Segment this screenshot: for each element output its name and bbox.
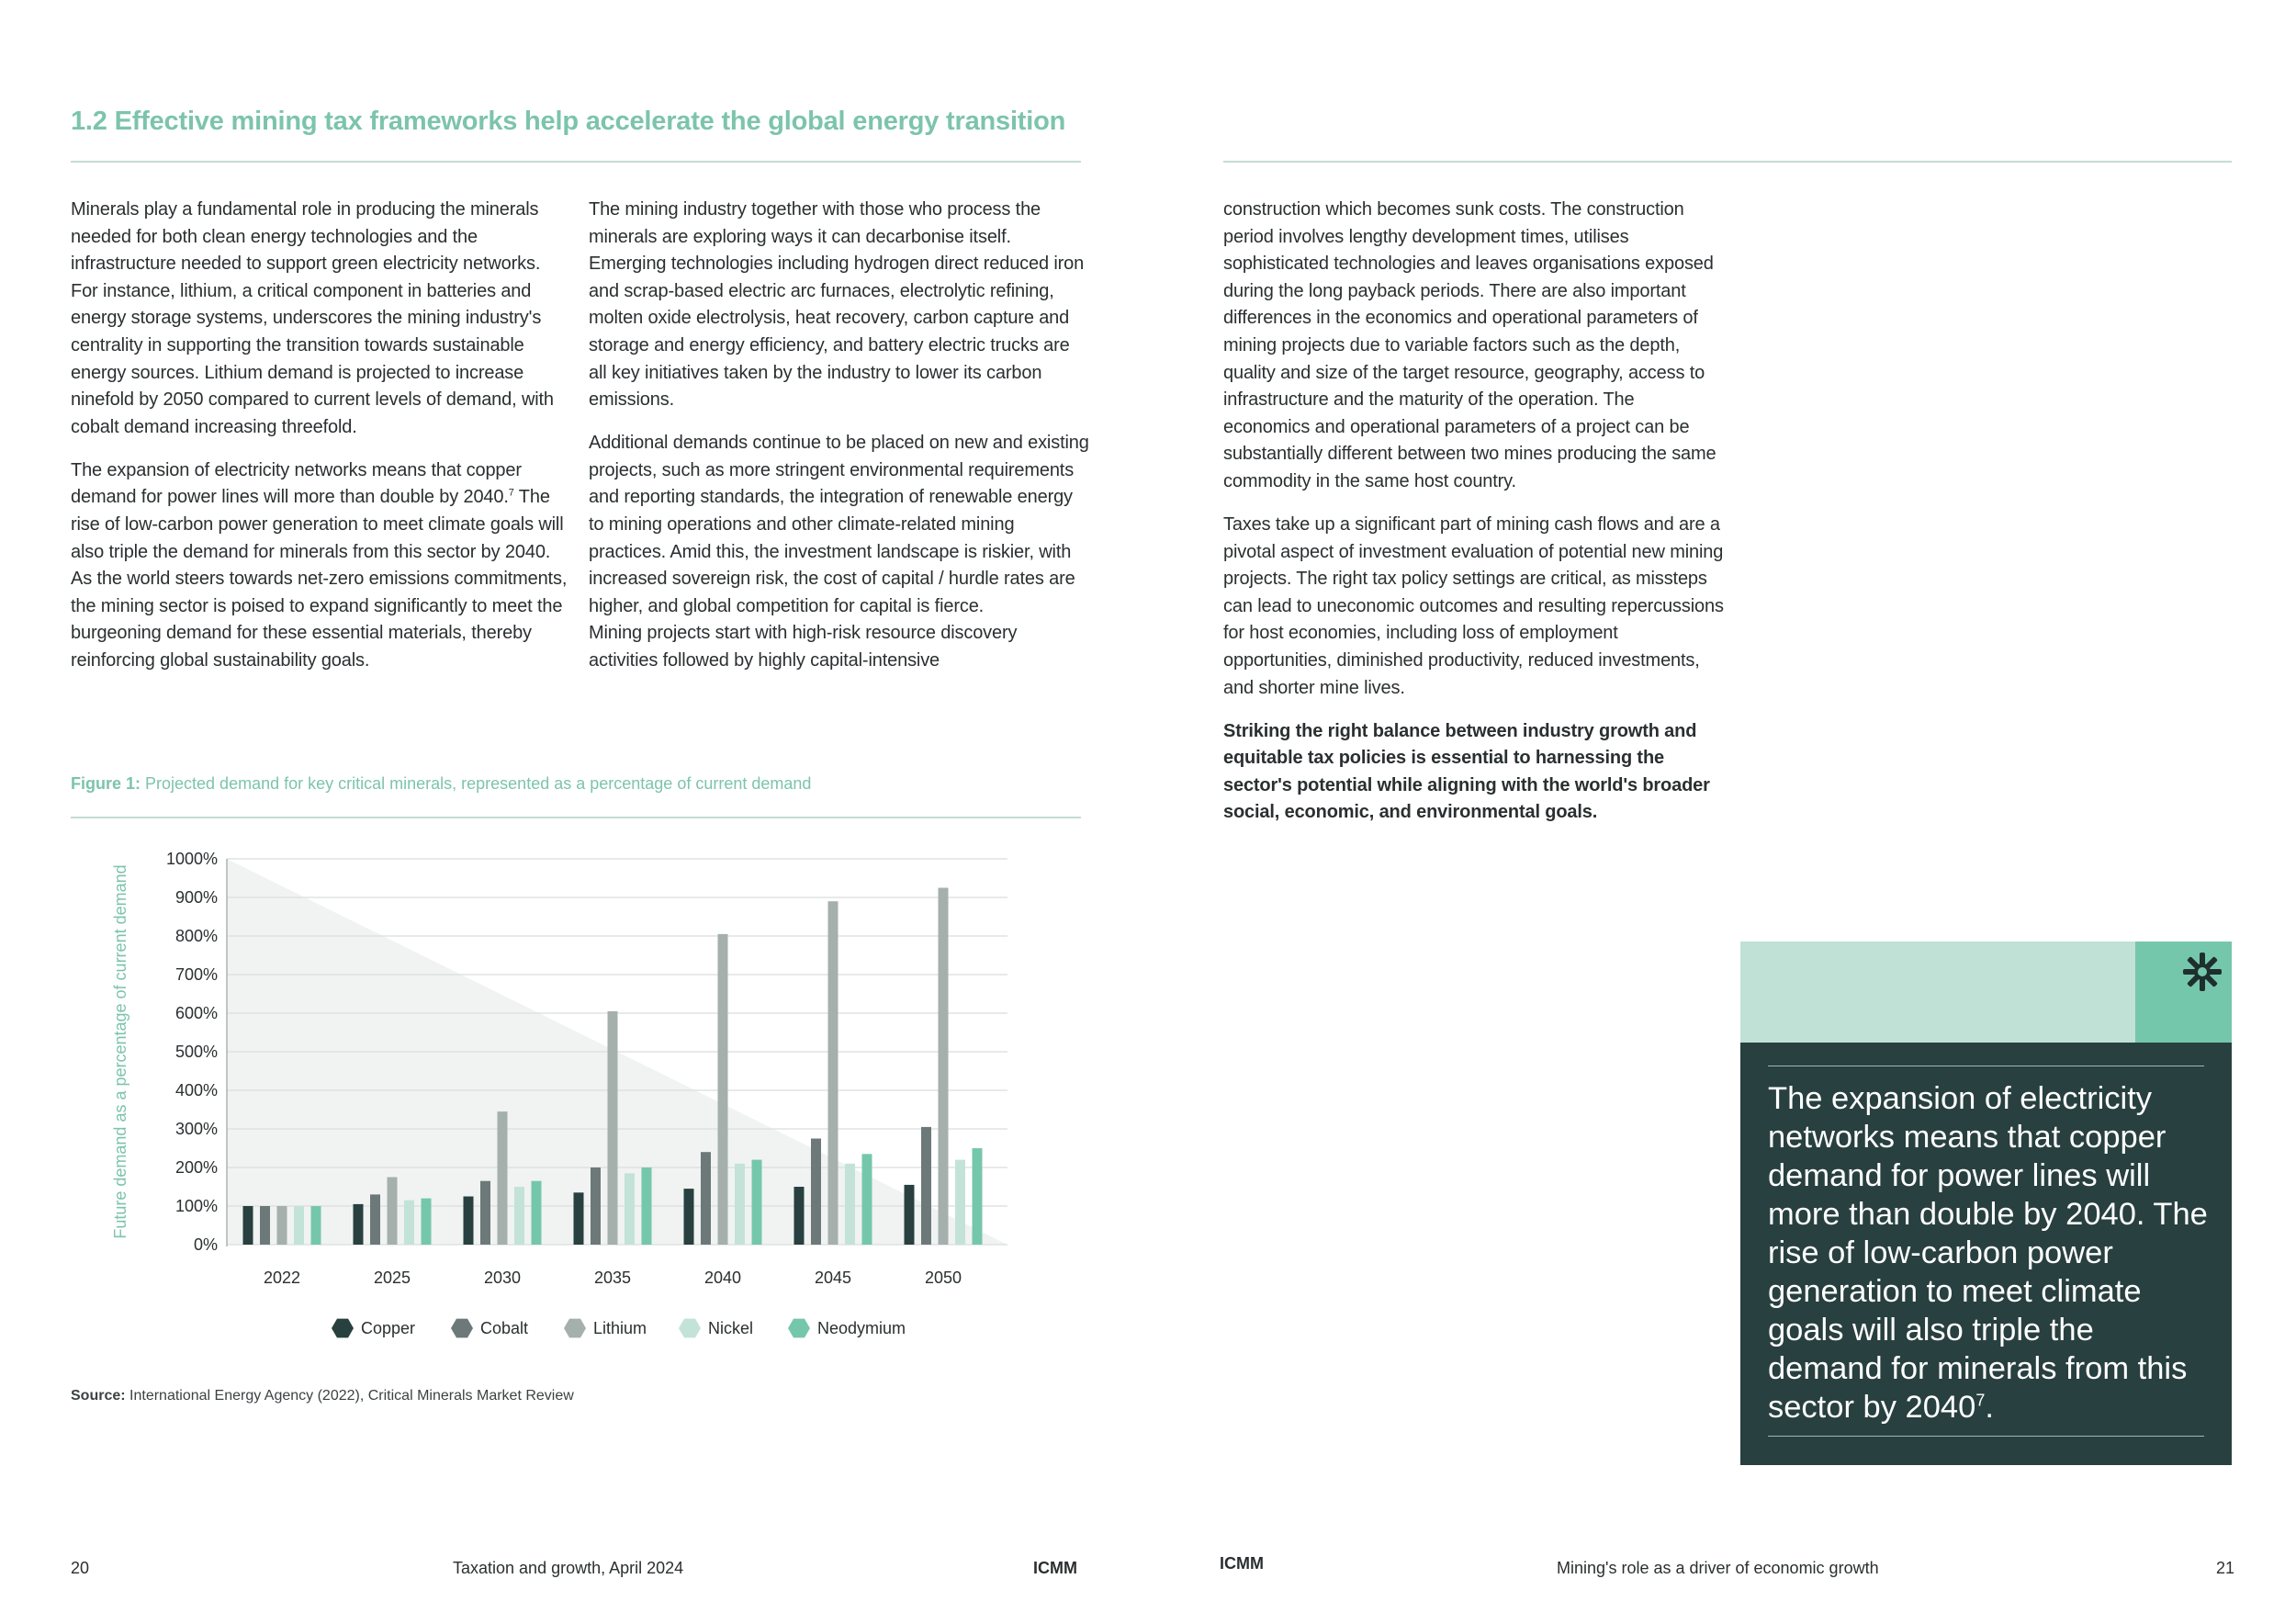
- bar-nickel: [404, 1201, 414, 1245]
- bar-neodymium: [422, 1199, 432, 1245]
- x-tick-label: 2030: [483, 1269, 522, 1287]
- paragraph: Mining projects start with high-risk resource discovery activities followed by highly capital-intensive: [589, 623, 1018, 671]
- paragraph: The expansion of electricity networks means that copper demand for power lines will more than double by 2040.$^7$ The rise of low-carbon power generation to meet climate goals will also triple the demand for minerals from this sector by 2040. As the world steers towards net-zero emissions commitments, the mining sector is poised to expand significantly to meet the burgeoning demand for these essential materials, thereby reinforcing global sustainability goals.: [71, 459, 568, 671]
- x-tick-label: 2025: [373, 1269, 411, 1287]
- legend-label-cobalt: Cobalt: [480, 1319, 529, 1337]
- y-tick-label: 900%: [174, 888, 218, 907]
- paragraph: Minerals play a fundamental role in producing the minerals needed for both clean energy technologies and the infrastructure needed to support green electricity networks. For instance, lithium, a critical component in batteries and energy storage systems, underscores the mining industry's centrality in supporting the transition towards sustainable energy sources. Lithium demand is projected to increase ninefold by 2050 compared to current levels of demand, with cobalt demand increasing threefold.: [71, 199, 554, 437]
- y-tick-label: 700%: [174, 965, 218, 984]
- bar-lithium: [277, 1206, 287, 1245]
- asterisk-icon: [2135, 942, 2232, 1043]
- bar-copper: [684, 1189, 694, 1245]
- legend-marker-neodymium: [788, 1319, 810, 1338]
- bar-cobalt: [370, 1194, 380, 1245]
- paragraph: construction which becomes sunk costs. The construction period involves lengthy development times, utilises sophisticated technologies and leaves organisations exposed during the long payback periods. There are also important differences in the economics and operational parameters of mining projects due to variable factors such as the depth, quality and size of the target resource, geography, access to infrastructure and the maturity of the operation. The economics and operational parameters of a project can be substantially different between two mines producing the same commodity in the same host country.: [1223, 199, 1716, 491]
- header-rule-right: [1223, 161, 2232, 163]
- legend-marker-copper: [332, 1319, 354, 1338]
- x-tick-label: 2040: [703, 1269, 742, 1287]
- legend-label-nickel: Nickel: [708, 1319, 754, 1337]
- figure-caption: Figure 1: Projected demand for key critical minerals, represented as a percentage of current demand: [71, 774, 812, 793]
- quote-icon-box: [2135, 942, 2232, 1043]
- figure-rule: [71, 817, 1081, 818]
- bar-copper: [464, 1197, 474, 1246]
- bar-nickel: [845, 1164, 855, 1245]
- y-tick-label: 600%: [174, 1004, 218, 1022]
- y-tick-label: 1000%: [165, 850, 218, 868]
- y-tick-label: 300%: [174, 1120, 218, 1138]
- bar-copper: [794, 1187, 805, 1245]
- y-tick-label: 500%: [174, 1043, 218, 1061]
- bar-cobalt: [260, 1206, 270, 1245]
- bar-neodymium: [752, 1160, 762, 1245]
- x-tick-label: 2022: [263, 1269, 301, 1287]
- legend-marker-lithium: [564, 1319, 586, 1338]
- bar-lithium: [939, 888, 949, 1246]
- page-number-left: 20: [71, 1559, 90, 1577]
- text-column-3: [1223, 197, 1724, 843]
- demand-bar-chart: [71, 827, 1081, 1341]
- page-number-right: 21: [2216, 1559, 2235, 1577]
- bar-nickel: [625, 1173, 635, 1245]
- footer-title-left: Taxation and growth, April 2024: [453, 1559, 684, 1577]
- paragraph-emphasis: Striking the right balance between industry growth and equitable tax policies is essential to harnessing the sector's potential while aligning with the world's broader social, economic, and environmental goals.: [1223, 720, 1710, 823]
- y-tick-label: 0%: [193, 1235, 218, 1254]
- bar-neodymium: [862, 1154, 872, 1245]
- bar-cobalt: [701, 1152, 711, 1245]
- bar-nickel: [514, 1187, 524, 1245]
- paragraph: The mining industry together with those who process the minerals are exploring ways it can decarbonise itself. Emerging technologies including hydrogen direct reduced iron and scrap-based electric arc furnaces, electrolytic refining, molten oxide electrolysis, heat recovery, carbon capture and storage and energy efficiency, and battery electric trucks are all key initiatives taken by the industry to lower its carbon emissions.: [589, 199, 1085, 411]
- bar-neodymium: [642, 1167, 652, 1245]
- y-tick-label: 400%: [174, 1081, 218, 1100]
- bar-lithium: [388, 1178, 398, 1246]
- footer-title-right: Mining's role as a driver of economic growth: [1557, 1559, 1879, 1577]
- legend-marker-nickel: [679, 1319, 701, 1338]
- bar-cobalt: [921, 1127, 931, 1245]
- quote-rule-bottom: [1768, 1436, 2204, 1437]
- legend-label-lithium: Lithium: [593, 1319, 647, 1337]
- section-title: 1.2 Effective mining tax frameworks help accelerate the global energy transition: [71, 107, 1066, 136]
- source-note: Source: International Energy Agency (2022), Critical Minerals Market Review: [71, 1388, 574, 1404]
- bar-lithium: [498, 1111, 508, 1245]
- bar-cobalt: [811, 1139, 821, 1246]
- pull-quote-text: The expansion of electricity networks means that copper demand for power lines will more than double by 2040. The rise of low-carbon power generation to meet climate goals will also triple the demand for minerals from this sector by 2040$^7$.: [1768, 1081, 2208, 1425]
- y-tick-label: 100%: [174, 1197, 218, 1215]
- x-tick-label: 2050: [924, 1269, 962, 1287]
- legend-marker-cobalt: [451, 1319, 473, 1338]
- bar-copper: [354, 1204, 364, 1245]
- bar-neodymium: [532, 1181, 542, 1245]
- header-rule-left: [71, 161, 1081, 163]
- bar-lithium: [828, 901, 838, 1245]
- y-axis-title: Future demand as a percentage of current demand: [111, 864, 129, 1239]
- text-column-1: [71, 197, 571, 675]
- x-tick-label: 2035: [593, 1269, 632, 1287]
- footnote-ref[interactable]: 7: [508, 487, 514, 499]
- bar-lithium: [608, 1011, 618, 1245]
- bar-cobalt: [591, 1167, 601, 1245]
- bar-copper: [574, 1192, 584, 1245]
- bar-copper: [905, 1185, 915, 1245]
- paragraph: Taxes take up a significant part of mining cash flows and are a pivotal aspect of investment evaluation of potential new mining projects. The right tax policy settings are critical, as missteps can lead to uneconomic outcomes and resulting repercussions for host economies, including loss of employment opportunities, diminished productivity, reduced investments, and shorter mine lives.: [1223, 514, 1724, 698]
- legend-label-neodymium: Neodymium: [817, 1319, 906, 1337]
- bar-neodymium: [973, 1148, 983, 1245]
- x-tick-label: 2045: [814, 1269, 852, 1287]
- bar-copper: [243, 1206, 253, 1245]
- bar-nickel: [955, 1160, 965, 1245]
- bar-cobalt: [480, 1181, 490, 1245]
- footer-brand-right: ICMM: [1220, 1554, 1264, 1573]
- bar-nickel: [735, 1164, 745, 1245]
- footer-brand-left: ICMM: [1033, 1559, 1077, 1577]
- legend-label-copper: Copper: [361, 1319, 416, 1337]
- y-tick-label: 200%: [174, 1158, 218, 1177]
- bar-lithium: [718, 934, 728, 1245]
- y-tick-label: 800%: [174, 927, 218, 945]
- paragraph: Additional demands continue to be placed on new and existing projects, such as more stringent environmental requirements and reporting standards, the integration of renewable energy to mining operations and other climate-related mining practices. Amid this, the investment landscape is riskier, with increased sovereign risk, the cost of capital / hurdle rates are higher, and global competition for capital is fierce.: [589, 433, 1089, 616]
- bar-nickel: [294, 1206, 304, 1245]
- bar-neodymium: [311, 1206, 321, 1245]
- text-column-2: [589, 197, 1089, 675]
